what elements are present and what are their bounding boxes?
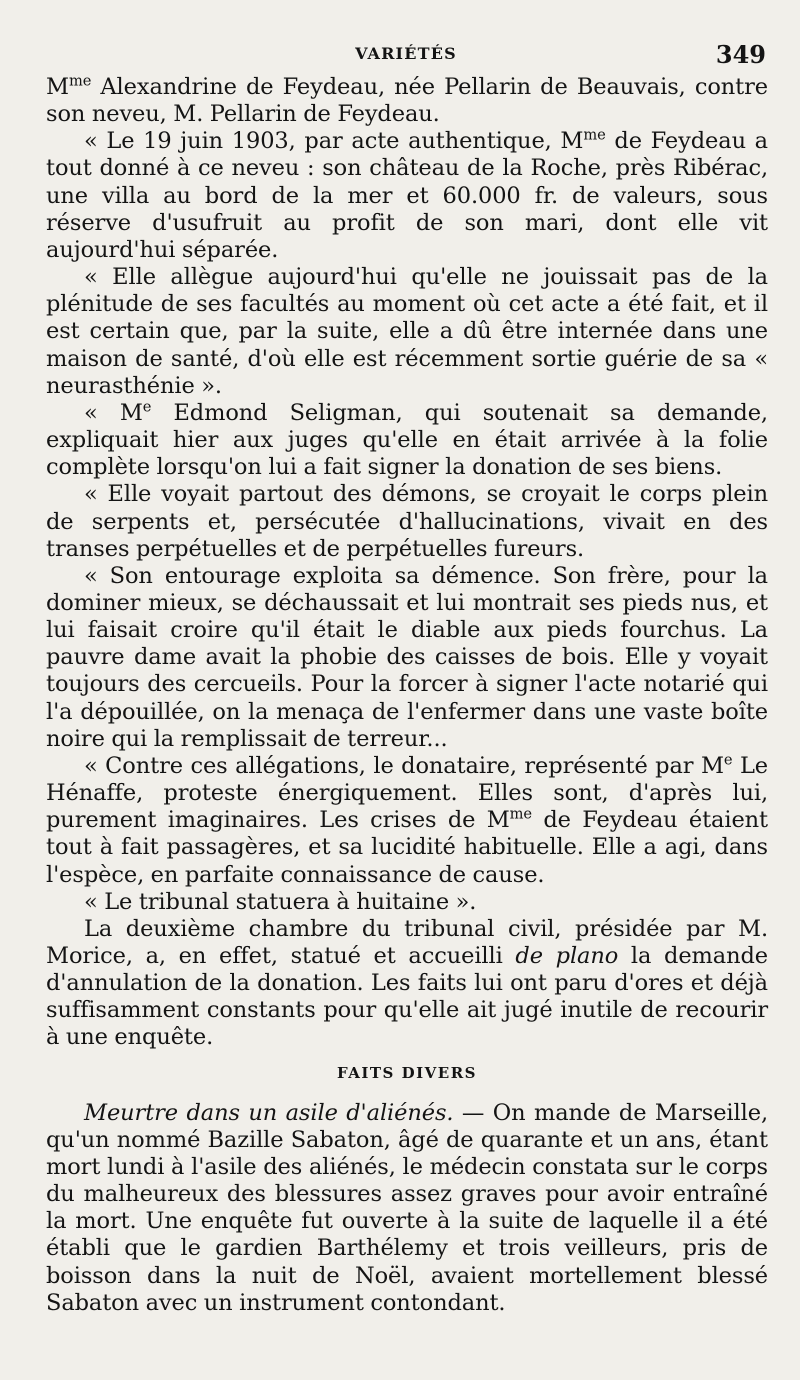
paragraph <box>46 74 768 128</box>
news-item <box>46 1100 768 1317</box>
paragraph-text: de Feydeau étaient tout à fait passagères, et sa lucidité habituelle. Elle a agi, dans l'espèce, en parfaite connaissance de cause. <box>46 807 768 888</box>
paragraph-text: Alexandrine de Feydeau, née Pellarin de Beauvais, contre son neveu, M. Pellarin de Feydeau. <box>46 74 768 128</box>
paragraph-text: la demande d'annulation de la donation. Les faits lui ont paru d'ores et déjà suffisamment constants pour qu'elle ait jugé inutile de recourir à une enquête. <box>46 943 769 1051</box>
superscript: me <box>583 126 606 144</box>
running-title: VARIÉTÉS <box>355 44 457 63</box>
superscript: me <box>68 72 92 90</box>
paragraph-text: « Elle allègue aujourd'hui qu'elle ne jouissait pas de la plénitude de ses facultés au moment où cet acte a été fait, et il est certain que, par la suite, elle a dû être internée dans une maison de santé, d'où elle est récemment sortie guérie de sa « neurasthénie ». <box>46 264 768 399</box>
page-number: 349 <box>715 40 766 69</box>
italic-phrase: de plano <box>515 943 619 969</box>
paragraph <box>46 481 768 562</box>
paragraph-text: Edmond Seligman, qui soutenait sa demande, expliquait hier aux juges qu'elle en était arrivée à la folie complète lorsqu'on lui a fait signer la donation de ses biens. <box>46 399 768 481</box>
paragraph <box>46 400 768 481</box>
paragraph-text: « Le 19 juin 1903, par acte authentique, M <box>84 128 584 155</box>
paragraph <box>46 264 768 400</box>
paragraph-text: de Feydeau a tout donné à ce neveu : son château de la Roche, près Ribérac, une villa au bord de la mer et 60.000 fr. de valeurs, sous réserve d'usufruit au profit de son mari, dont elle vit aujourd'hui séparée. <box>46 128 768 263</box>
paragraph <box>46 128 768 264</box>
paragraph-text: « M <box>84 399 143 426</box>
body-text <box>46 74 768 1317</box>
paragraph-text: « Contre ces allégations, le donataire, représenté par M <box>84 752 724 779</box>
paragraph-text: La deuxième chambre du tribunal civil, présidée par M. Morice, a, en effet, statué et accueilli <box>46 915 768 969</box>
paragraph <box>46 563 768 753</box>
paragraph-text: « Elle voyait partout des démons, se croyait le corps plein de serpents et, persécutée d'hallucinations, vivait en des transes perpétuelles et de perpétuelles fureurs. <box>46 481 768 562</box>
paragraph <box>46 753 768 889</box>
news-item-title: Meurtre dans un asile d'aliénés. <box>84 1099 454 1126</box>
paragraph-text: « Son entourage exploita sa démence. Son frère, pour la dominer mieux, se déchaussait et lui montrait ses pieds nus, et lui faisait croire qu'il était le diable aux pieds fourchus. La pauvre dame avait la phobie des caisses de bois. Elle y voyait toujours des cercueils. Pour la forcer à signer l'acte notarié qui l'a dépouillée, on la menaça de l'enfermer dans une vaste boîte noire qui la remplissait de terreur... <box>46 562 768 752</box>
paragraph <box>46 916 768 1052</box>
paragraph-text: « Le tribunal statuera à huitaine ». <box>84 888 477 915</box>
superscript: e <box>723 751 733 769</box>
news-item-body: — On mande de Marseille, qu'un nommé Bazille Sabaton, âgé de quarante et un ans, étant mort lundi à l'asile des aliénés, le médecin constata sur le corps du malheureux des blessures assez graves pour avoir entraîné la mort. Une enquête fut ouverte à la suite de laquelle il a été établi que le gardien Barthélemy et trois veilleurs, pris de boisson dans la nuit de Noël, avaient mortellement blessé Sabaton avec un instrument contondant. <box>46 1099 768 1316</box>
paragraph <box>46 889 768 916</box>
superscript: me <box>509 805 532 823</box>
paragraph-text: M <box>46 74 69 100</box>
superscript: e <box>142 398 152 416</box>
running-head <box>46 38 766 78</box>
paragraph-text: Le Hénaffe, proteste énergiquement. Elles sont, d'après lui, purement imaginaires. Les crises de M <box>46 752 769 834</box>
section-heading: FAITS DIVERS <box>336 1063 478 1082</box>
